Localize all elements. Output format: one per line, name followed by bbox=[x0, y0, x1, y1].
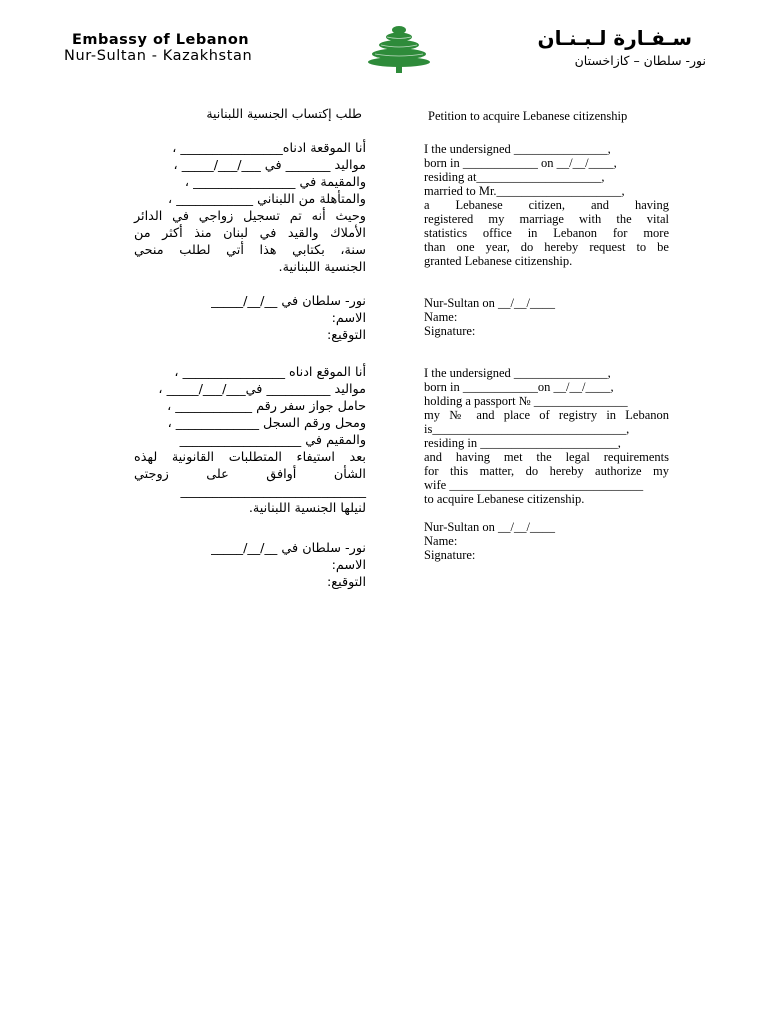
section2-en-line: for this matter, do hereby authorize my bbox=[424, 464, 669, 478]
section2-ar-line: والمقيم في ___________________ bbox=[179, 433, 366, 448]
sign1-ar-name: الاسم: bbox=[331, 311, 366, 326]
section1-ar-line: سنة، بكتابي هذا أتي لطلب منحي bbox=[134, 243, 366, 258]
petition-title-ar: طلب إكتساب الجنسية اللبنانية bbox=[206, 106, 362, 121]
sign2-ar-date: نور- سلطان في __/__/_____ bbox=[211, 541, 366, 556]
section1-en-line: registered my marriage with the vital bbox=[424, 212, 669, 226]
sign1-en-date: Nur-Sultan on __/__/____ bbox=[424, 296, 555, 310]
section1-ar-line: أنا الموقعة ادناه________________ ، bbox=[172, 141, 366, 156]
sign1-en-name: Name: bbox=[424, 310, 458, 324]
section1-ar bbox=[134, 140, 366, 276]
section2-en-line: to acquire Lebanese citizenship. bbox=[424, 492, 585, 506]
section2-ar-line: حامل جواز سفر رقم ____________ ، bbox=[167, 399, 366, 414]
section2-en-line: my № and place of registry in Lebanon bbox=[424, 408, 669, 422]
section1-en-line: born in ____________ on __/__/____, bbox=[424, 156, 617, 170]
sign1-ar bbox=[134, 293, 366, 344]
section2-ar-line: لنيلها الجنسية اللبنانية. bbox=[248, 501, 366, 516]
embassy-title-ar: سـفـارة لـبـنـان bbox=[537, 26, 692, 50]
section2-en bbox=[424, 366, 669, 506]
sign1-en-signature: Signature: bbox=[424, 324, 476, 338]
section1-en-line: married to Mr.____________________, bbox=[424, 184, 625, 198]
section2-en-line: born in ____________on __/__/____, bbox=[424, 380, 614, 394]
sign2-ar bbox=[134, 540, 366, 591]
petition-title-en: Petition to acquire Lebanese citizenship bbox=[428, 109, 628, 123]
section1-en-line: residing at____________________, bbox=[424, 170, 605, 184]
sign1-ar-date: نور- سلطان في __/__/_____ bbox=[211, 294, 366, 309]
section1-ar-line: والمقيمة في ________________ ، bbox=[184, 175, 366, 190]
section1-ar-line: مواليد _______ في ___/___/_____ ، bbox=[173, 158, 366, 173]
sign2-en-name: Name: bbox=[424, 534, 458, 548]
embassy-title-en: Embassy of Lebanon bbox=[72, 32, 250, 48]
section1-ar-line: والمتأهلة من اللبناني ____________ ، bbox=[168, 192, 366, 207]
section1-ar-line: الأملاك والقيد في لبنان منذ أكثر من bbox=[134, 226, 366, 241]
section2-en-line: is_______________________________, bbox=[424, 422, 630, 436]
section2-ar-line: ومحل ورقم السجل _____________ ، bbox=[167, 416, 366, 431]
section2-en-line: wife _______________________________ bbox=[424, 478, 644, 492]
section1-en-line: a Lebanese citizen, and having bbox=[424, 198, 669, 212]
sign2-ar-signature: التوقيع: bbox=[326, 575, 366, 590]
section2-ar-line: _____________________________ bbox=[180, 484, 366, 499]
section1-en-line: I the undersigned _______________, bbox=[424, 142, 611, 156]
section2-ar bbox=[134, 364, 366, 517]
sign2-ar-name: الاسم: bbox=[331, 558, 366, 573]
section1-ar-line: وحيث أنه تم تسجيل زواجي في الدائر bbox=[134, 209, 366, 224]
section2-ar-line: مواليد __________ في___/___/_____ ، bbox=[158, 382, 366, 397]
sign1-en bbox=[424, 296, 669, 338]
section2-ar-line: الشأن أوافق على زوجتي bbox=[134, 467, 366, 482]
section1-en-line: than one year, do hereby request to be bbox=[424, 240, 669, 254]
section2-en-line: holding a passport № _______________ bbox=[424, 394, 628, 408]
sign2-en-signature: Signature: bbox=[424, 548, 476, 562]
section1-ar-line: الجنسية اللبنانية. bbox=[278, 260, 366, 275]
embassy-location-ar: نور- سلطان – كازاخستان bbox=[574, 53, 706, 68]
section2-en-line: residing in ______________________, bbox=[424, 436, 621, 450]
section2-ar-line: بعد استيفاء المتطلبات القانونية لهذه bbox=[134, 450, 366, 465]
section1-en-line: granted Lebanese citizenship. bbox=[424, 254, 573, 268]
sign1-ar-signature: التوقيع: bbox=[326, 328, 366, 343]
section2-ar-line: أنا الموقع ادناه ________________ ، bbox=[174, 365, 366, 380]
section2-en-line: I the undersigned _______________, bbox=[424, 366, 611, 380]
section2-en-line: and having met the legal requirements bbox=[424, 450, 669, 464]
cedar-tree-icon bbox=[367, 24, 431, 74]
embassy-location-en: Nur-Sultan - Kazakhstan bbox=[64, 48, 253, 64]
section1-en-line: statistics office in Lebanon for more bbox=[424, 226, 669, 240]
sign2-en bbox=[424, 520, 669, 562]
section1-en bbox=[424, 142, 669, 268]
sign2-en-date: Nur-Sultan on __/__/____ bbox=[424, 520, 555, 534]
